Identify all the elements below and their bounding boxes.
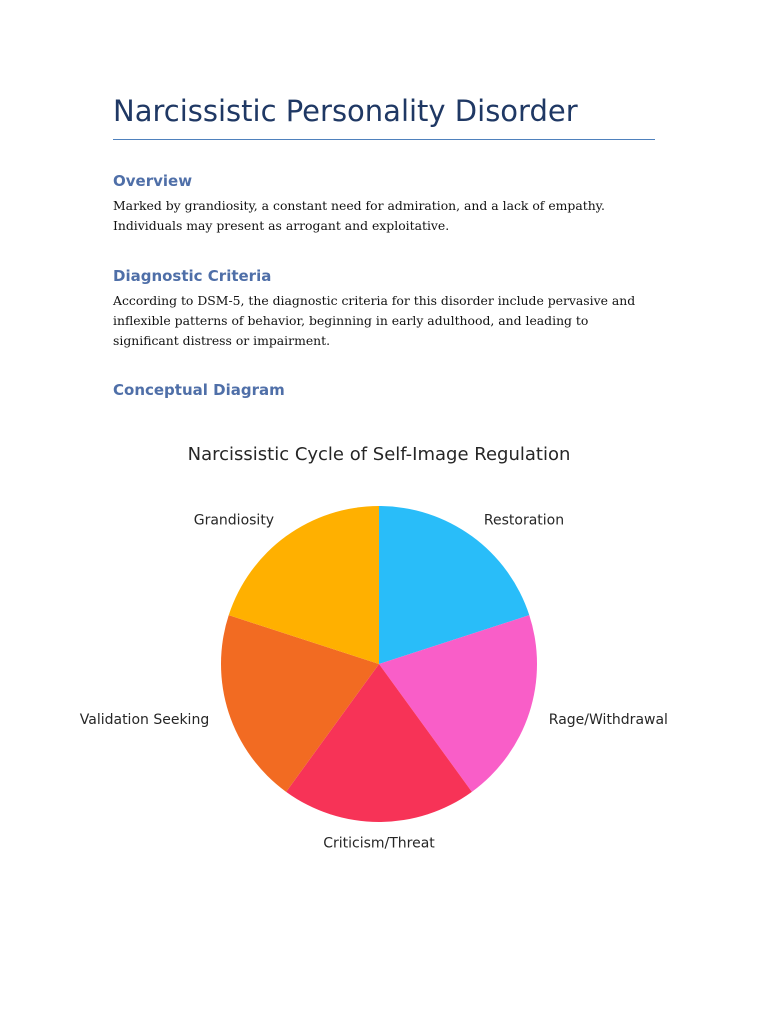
- pie-label-rage-withdrawal: Rage/Withdrawal: [548, 712, 668, 729]
- conceptual-diagram-heading: Conceptual Diagram: [113, 381, 285, 399]
- pie-label-grandiosity: Grandiosity: [193, 512, 275, 529]
- pie-label-validation-seeking: Validation Seeking: [79, 712, 210, 729]
- diagnostic-criteria-text: According to DSM-5, the diagnostic criteria for this disorder include pervasive and inflexible patterns of behavior, beginning in early adulthood, and leading to significant distress or impairment.: [113, 293, 636, 348]
- chart-title: Narcissistic Cycle of Self-Image Regulation: [187, 444, 571, 465]
- diagnostic-criteria-heading: Diagnostic Criteria: [113, 267, 272, 285]
- title-underline: [113, 139, 655, 140]
- document-title: Narcissistic Personality Disorder: [113, 94, 578, 128]
- conceptual-diagram-image: [79, 410, 668, 910]
- overview-text: Marked by grandiosity, a constant need for admiration, and a lack of empathy. Individuals may present as arrogant and exploitative.: [113, 198, 605, 233]
- pie-chart: [79, 410, 668, 910]
- pie-label-restoration: Restoration: [483, 512, 565, 529]
- pie-label-criticism-threat: Criticism/Threat: [323, 835, 435, 852]
- overview-heading: Overview: [113, 172, 193, 190]
